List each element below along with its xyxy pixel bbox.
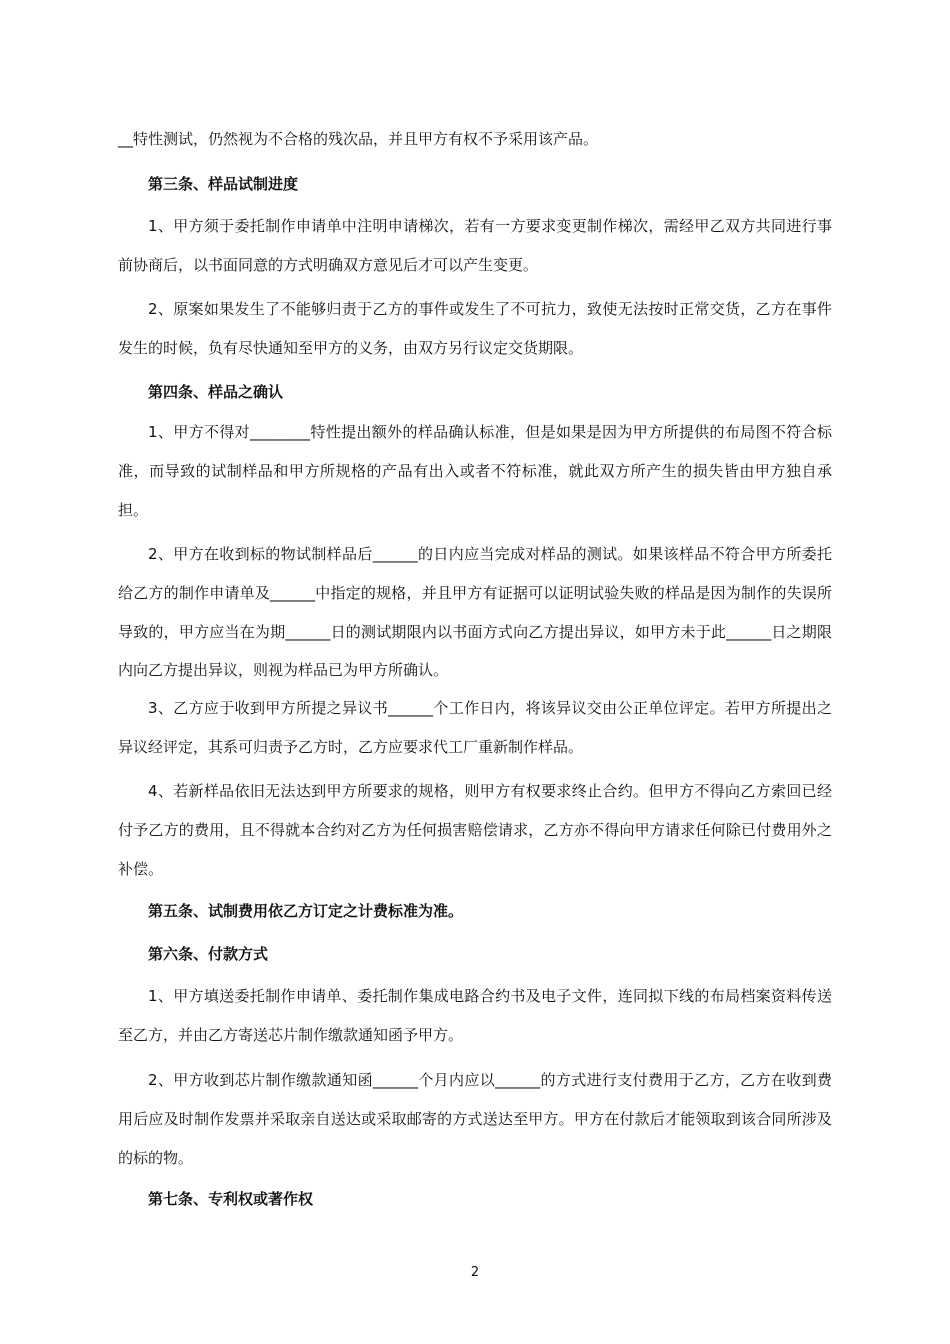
heading-article-7: 第七条、专利权或著作权 bbox=[148, 1190, 314, 1208]
paragraph-4-4: 4、若新样品依旧无法达到甲方所要求的规格，则甲方有权要求终止合约。但甲方不得向乙方索回已经付予乙方的费用，且不得就本合约对乙方为任何损害赔偿请求，乙方亦不得向甲方请求任何除已付费用外之补偿。 bbox=[118, 782, 832, 878]
paragraph-6-2: 2、甲方收到芯片制作缴款通知函______个月内应以______的方式进行支付费用于乙方，乙方在收到费用后应及时制作发票并采取亲自送达或采取邮寄的方式送达至甲方。甲方在付款后才能领取到该合同所涉及的标的物。 bbox=[118, 1071, 832, 1167]
paragraph-continuation: __特性测试，仍然视为不合格的残次品，并且甲方有权不予采用该产品。 bbox=[118, 130, 599, 148]
paragraph-4-1: 1、甲方不得对________特性提出额外的样品确认标准，但是如果是因为甲方所提供的布局图不符合标准，而导致的试制样品和甲方所规格的产品有出入或者不符标准，就此双方所产生的损失皆由甲方独自承担。 bbox=[118, 423, 832, 519]
heading-article-6: 第六条、付款方式 bbox=[148, 945, 269, 963]
heading-article-5: 第五条、试制费用依乙方订定之计费标准为准。 bbox=[148, 902, 464, 920]
paragraph-4-3: 3、乙方应于收到甲方所提之异议书______个工作日内，将该异议交由公正单位评定。若甲方所提出之异议经评定，其系可归责予乙方时，乙方应要求代工厂重新制作样品。 bbox=[118, 699, 832, 756]
paragraph-6-1: 1、甲方填送委托制作申请单、委托制作集成电路合约书及电子文件，连同拟下线的布局档案资料传送至乙方，并由乙方寄送芯片制作缴款通知函予甲方。 bbox=[118, 987, 832, 1044]
paragraph-4-2: 2、甲方在收到标的物试制样品后______的日内应当完成对样品的测试。如果该样品不符合甲方所委托给乙方的制作申请单及______中指定的规格，并且甲方有证据可以证明试验失败的样品是因为制作的失误所导致的，甲方应当在为期______日的测试期限内以书面方式向乙方提出异议，如甲方未于此______日之期限内向乙方提出异议，则视为样品已为甲方所确认。 bbox=[118, 545, 832, 680]
page-number: 2 bbox=[470, 1265, 480, 1280]
paragraph-3-2: 2、原案如果发生了不能够归责于乙方的事件或发生了不可抗力，致使无法按时正常交货，乙方在事件发生的时候，负有尽快通知至甲方的义务，由双方另行议定交货期限。 bbox=[118, 300, 832, 357]
heading-article-3: 第三条、样品试制进度 bbox=[148, 175, 299, 193]
heading-article-4: 第四条、样品之确认 bbox=[148, 383, 284, 401]
paragraph-3-1: 1、甲方须于委托制作申请单中注明申请梯次，若有一方要求变更制作梯次，需经甲乙双方共同进行事前协商后，以书面同意的方式明确双方意见后才可以产生变更。 bbox=[118, 217, 832, 274]
